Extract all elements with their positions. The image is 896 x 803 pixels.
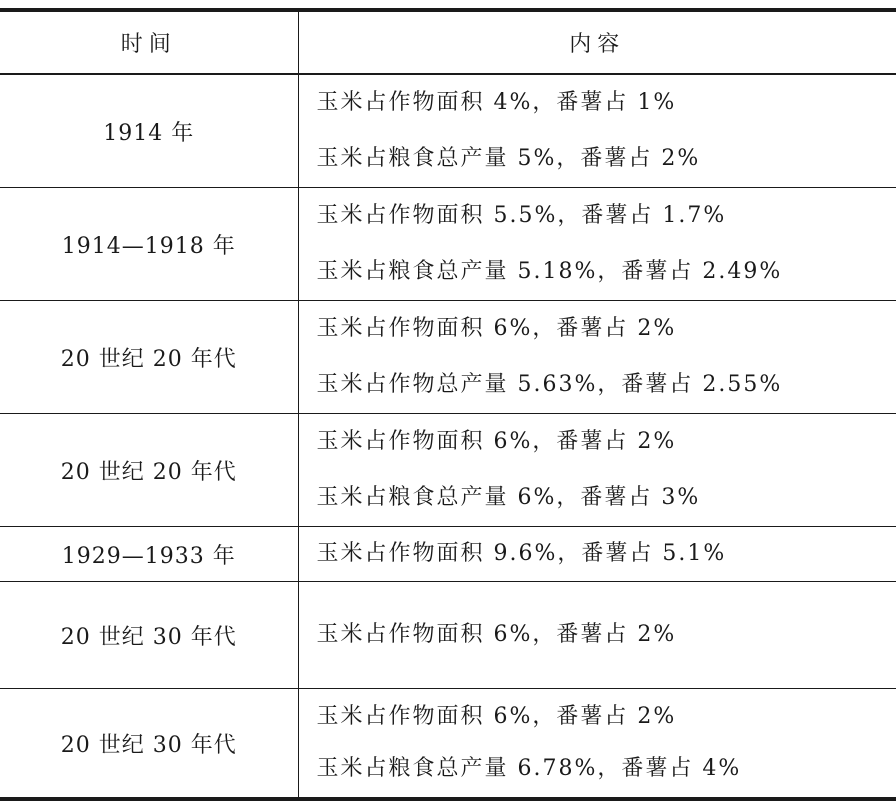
- table-row: [0, 689, 896, 800]
- content-line: 玉米占作物面积 9.6%，番薯占 5.1%: [316, 541, 727, 566]
- time-cell: 20 世纪 30 年代: [0, 582, 298, 689]
- content-line: 玉米占作物面积 6%，番薯占 2%: [316, 316, 677, 341]
- table-row: [0, 582, 896, 689]
- time-cell: 20 世纪 30 年代: [0, 689, 298, 800]
- table-header-row: [0, 10, 896, 74]
- content-line: 玉米占作物总产量 5.63%，番薯占 2.55%: [316, 372, 783, 397]
- header-content: 内容: [298, 10, 896, 74]
- content-line: 玉米占作物面积 4%，番薯占 1%: [316, 90, 677, 115]
- content-cell: [298, 414, 896, 527]
- content-line: 玉米占作物面积 6%，番薯占 2%: [316, 622, 677, 647]
- content-cell: [298, 74, 896, 188]
- table-row: [0, 414, 896, 527]
- content-cell: [298, 188, 896, 301]
- header-time: 时间: [0, 10, 298, 74]
- table-row: [0, 188, 896, 301]
- time-cell: 1914—1918 年: [0, 188, 298, 301]
- time-cell: 20 世纪 20 年代: [0, 301, 298, 414]
- time-cell: 1914 年: [0, 74, 298, 188]
- table-row: [0, 301, 896, 414]
- content-cell: [298, 527, 896, 582]
- content-cell: [298, 582, 896, 689]
- table-row: [0, 527, 896, 582]
- content-line: 玉米占粮食总产量 5.18%，番薯占 2.49%: [316, 259, 783, 284]
- crop-share-table: [0, 8, 896, 801]
- content-line: 玉米占作物面积 6%，番薯占 2%: [316, 704, 677, 729]
- time-cell: 1929—1933 年: [0, 527, 298, 582]
- content-cell: [298, 689, 896, 800]
- content-line: 玉米占粮食总产量 5%，番薯占 2%: [316, 146, 701, 171]
- content-line: 玉米占作物面积 6%，番薯占 2%: [316, 429, 677, 454]
- content-cell: [298, 301, 896, 414]
- content-line: 玉米占粮食总产量 6%，番薯占 3%: [316, 485, 701, 510]
- data-table-container: [0, 8, 896, 801]
- table-row: [0, 74, 896, 188]
- content-line: 玉米占作物面积 5.5%，番薯占 1.7%: [316, 203, 727, 228]
- time-cell: 20 世纪 20 年代: [0, 414, 298, 527]
- content-line: 玉米占粮食总产量 6.78%，番薯占 4%: [316, 756, 742, 781]
